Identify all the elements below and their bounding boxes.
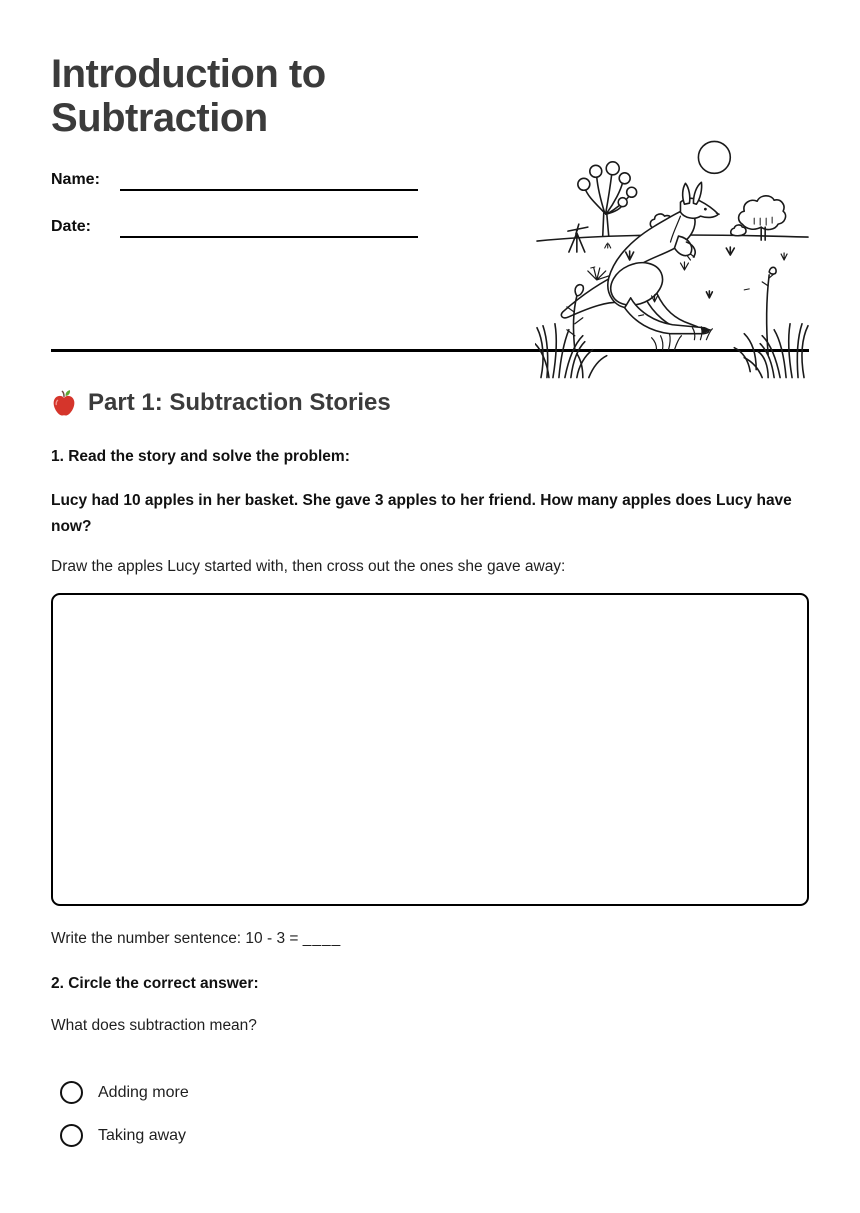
grass-right [734,267,808,377]
option-label: Taking away [98,1126,187,1144]
radio-circle-icon[interactable] [60,1124,83,1147]
radio-circle-icon[interactable] [60,1081,83,1104]
kangaroo-outback-scene-icon [535,140,810,380]
date-input-line[interactable] [120,214,418,238]
question2-question: What does subtraction mean? [51,1016,257,1034]
question2-label: 2. Circle the correct answer: [51,974,259,992]
sun-icon [698,141,730,173]
option-label: Adding more [98,1083,189,1101]
date-label: Date: [51,218,92,235]
page-title: Introduction to Subtraction [51,52,326,140]
number-sentence-blank[interactable]: ____ [302,929,342,947]
name-field-row [51,167,418,191]
name-input-line[interactable] [120,167,418,191]
option-adding-more[interactable] [51,1081,809,1105]
number-sentence [51,928,809,949]
drawing-area[interactable] [51,593,809,906]
question1-instruction: Draw the apples Lucy started with, then cross out the ones she gave away: [51,557,566,575]
part1-heading-text: Part 1: Subtraction Stories [88,389,391,416]
question1-label: 1. Read the story and solve the problem: [51,448,350,465]
part1-heading [51,387,809,419]
kangaroo-icon [561,182,719,333]
answer-options [51,1081,809,1148]
apple-icon [51,389,77,417]
worksheet-page [0,52,860,1148]
date-field-row [51,214,418,238]
name-label: Name: [51,171,100,188]
option-taking-away[interactable] [51,1124,809,1148]
number-sentence-text: Write the number sentence: 10 - 3 = [51,929,299,947]
question1-story: Lucy had 10 apples in her basket. She gave 3 apples to her friend. How many apples does Lucy have now? [51,492,792,535]
